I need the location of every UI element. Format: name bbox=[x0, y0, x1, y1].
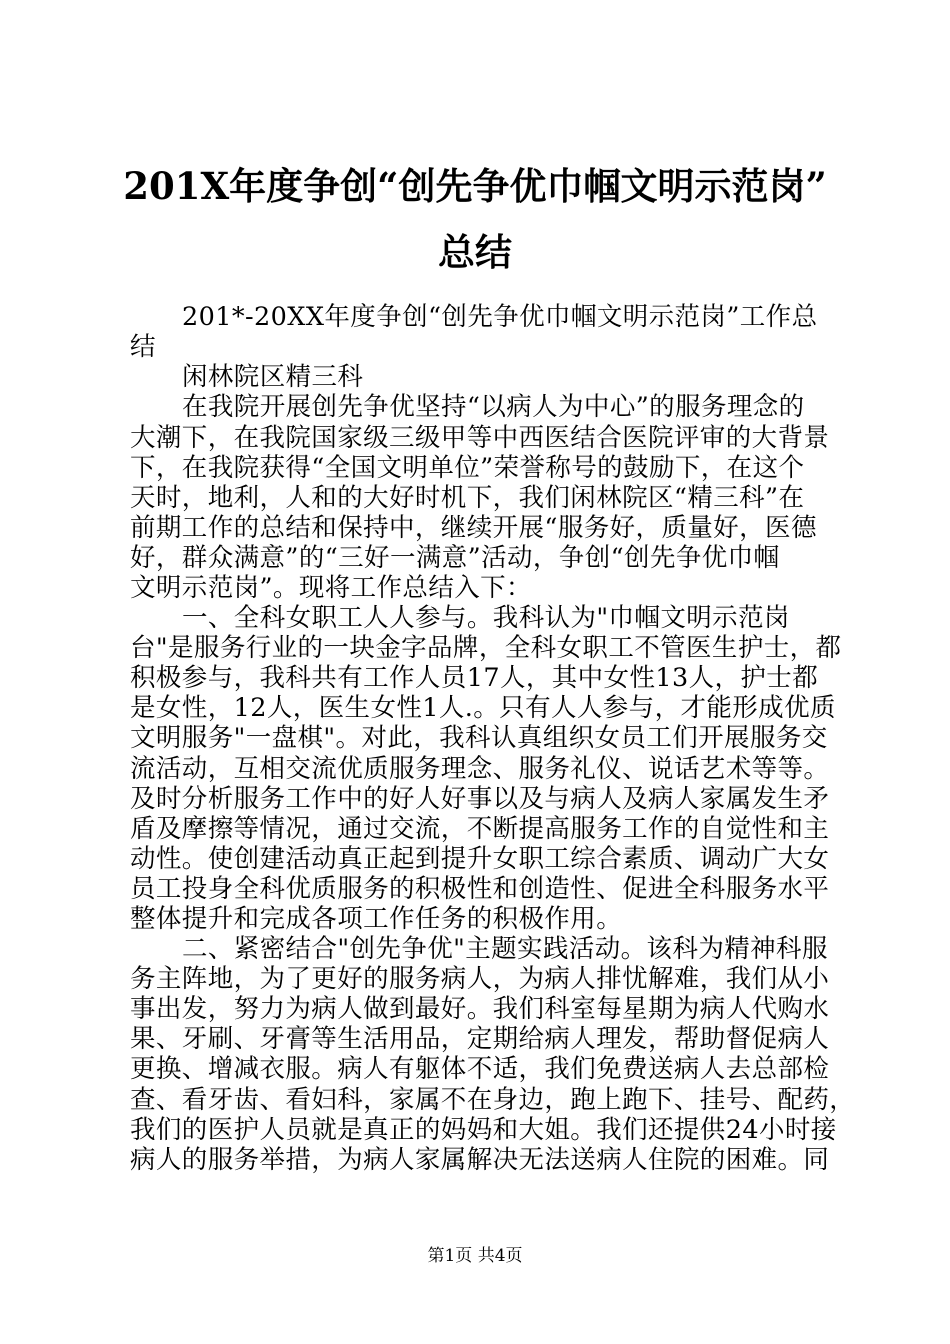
body-line: 大潮下，在我院国家级三级甲等中西医结合医院评审的大背景 bbox=[130, 423, 830, 453]
body-line: 二、紧密结合"创先争优"主题实践活动。该科为精神科服 bbox=[182, 934, 828, 964]
body-line: 文明服务"一盘棋"。对此，我科认真组织女员工们开展服务交 bbox=[130, 723, 828, 753]
page-footer: 第1页 共4页 bbox=[427, 1246, 523, 1266]
body-line: 员工投身全科优质服务的积极性和创造性、促进全科服务水平 bbox=[130, 874, 830, 904]
body-line: 201*-20XX年度争创“创先争优巾帼文明示范岗”工作总 bbox=[182, 302, 818, 332]
body-line: 病人的服务举措，为病人家属解决无法送病人住院的困难。同 bbox=[130, 1145, 830, 1175]
body-line: 文明示范岗”。现将工作总结入下： bbox=[130, 573, 532, 603]
body-line: 查、看牙齿、看妇科，家属不在身边，跑上跑下、挂号、配药， bbox=[130, 1085, 856, 1115]
document-title-line-1: 201X年度争创“创先争优巾帼文明示范岗” bbox=[123, 164, 827, 208]
body-line: 好，群众满意”的“三好一满意”活动，争创“创先争优巾帼 bbox=[130, 543, 780, 573]
body-line: 结 bbox=[130, 332, 156, 362]
body-line: 台"是服务行业的一块金字品牌，全科女职工不管医生护士，都 bbox=[130, 633, 842, 663]
body-line: 流活动，互相交流优质服务理念、服务礼仪、说话艺术等等。 bbox=[130, 754, 830, 784]
body-line: 是女性，12人，医生女性1人.。只有人人参与，才能形成优质 bbox=[130, 693, 836, 723]
body-line: 更换、增减衣服。病人有躯体不适，我们免费送病人去总部检 bbox=[130, 1054, 830, 1084]
body-line: 盾及摩擦等情况，通过交流，不断提高服务工作的自觉性和主 bbox=[130, 814, 830, 844]
body-line: 动性。使创建活动真正起到提升女职工综合素质、调动广大女 bbox=[130, 844, 830, 874]
body-line: 前期工作的总结和保持中，继续开展“服务好，质量好，医德 bbox=[130, 513, 817, 543]
body-line: 在我院开展创先争优坚持“以病人为中心”的服务理念的 bbox=[182, 392, 805, 422]
body-line: 我们的医护人员就是真正的妈妈和大姐。我们还提供24小时接 bbox=[130, 1115, 837, 1145]
body-line: 整体提升和完成各项工作任务的积极作用。 bbox=[130, 904, 623, 934]
department-line: 闲林院区精三科 bbox=[182, 362, 364, 392]
body-line: 务主阵地，为了更好的服务病人，为病人排忧解难，我们从小 bbox=[130, 964, 830, 994]
body-line: 事出发，努力为病人做到最好。我们科室每星期为病人代购水 bbox=[130, 994, 830, 1024]
body-line: 及时分析服务工作中的好人好事以及与病人及病人家属发生矛 bbox=[130, 784, 830, 814]
body-line: 一、全科女职工人人参与。我科认为"巾帼文明示范岗 bbox=[182, 603, 790, 633]
body-line: 积极参与，我科共有工作人员17人，其中女性13人，护士都 bbox=[130, 663, 819, 693]
body-line: 天时，地利，人和的大好时机下，我们闲林院区“精三科”在 bbox=[130, 483, 805, 513]
body-line: 果、牙刷、牙膏等生活用品，定期给病人理发，帮助督促病人 bbox=[130, 1024, 830, 1054]
document-title-line-2: 总结 bbox=[438, 230, 512, 274]
body-line: 下，在我院获得“全国文明单位”荣誉称号的鼓励下，在这个 bbox=[130, 453, 805, 483]
